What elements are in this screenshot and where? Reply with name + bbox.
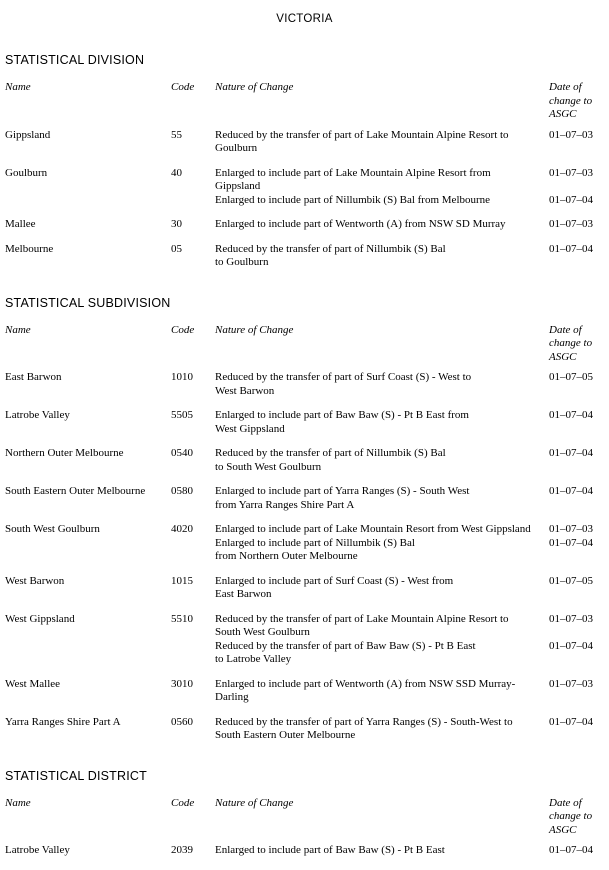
- row-code: 5505: [171, 409, 193, 421]
- table-row: [5, 716, 609, 743]
- change-text: [215, 194, 549, 208]
- column-header-code: Code: [171, 796, 195, 809]
- column-header-code: Code: [171, 81, 195, 93]
- row-changes: [215, 409, 609, 436]
- column-header-code: Code: [171, 323, 195, 336]
- row-code: 1015: [171, 574, 193, 587]
- change-text-line: Reduced by the transfer of part of Lake Mountain Alpine Resort to: [215, 128, 509, 141]
- change-text: [215, 613, 549, 640]
- table-row: [5, 129, 609, 156]
- change-date: 01–07–04: [549, 409, 593, 421]
- table-row: [5, 844, 609, 858]
- change-date: 01–07–05: [549, 574, 593, 587]
- change-text: [215, 716, 549, 743]
- change-entry: [215, 575, 609, 602]
- row-code: 3010: [171, 677, 193, 690]
- row-changes: [215, 844, 609, 858]
- change-entry: [215, 485, 609, 512]
- change-entry: [215, 678, 609, 705]
- section-heading: STATISTICAL DISTRICT: [5, 768, 147, 783]
- row-code: 55: [171, 128, 182, 141]
- change-text-line: South West Goulburn: [215, 626, 310, 638]
- row-code: 40: [171, 166, 182, 179]
- row-changes: [215, 129, 609, 156]
- row-name: West Mallee: [5, 677, 61, 690]
- change-text-line: Darling: [215, 691, 249, 703]
- change-text: [215, 485, 549, 512]
- section-heading: STATISTICAL DIVISION: [5, 53, 145, 67]
- column-header-name: Name: [5, 323, 31, 336]
- change-text: [215, 129, 549, 156]
- row-changes: [215, 371, 609, 398]
- change-text-line: Reduced by the transfer of part of Surf Coast (S) - West to: [215, 371, 472, 383]
- row-name: West Barwon: [5, 574, 65, 587]
- row-code: 05: [171, 242, 182, 255]
- change-date: 01–07–04: [549, 536, 593, 549]
- change-entry: [215, 371, 609, 398]
- change-text-line: Goulburn: [215, 142, 258, 154]
- change-entry: [215, 640, 609, 667]
- change-text-line: to Latrobe Valley: [215, 653, 292, 665]
- row-name: West Gippsland: [5, 612, 75, 625]
- change-text-line: Enlarged to include part of Surf Coast (S) - West from: [215, 574, 454, 587]
- change-date: 01–07–04: [549, 485, 593, 497]
- change-text-line: to South West Goulburn: [215, 460, 322, 473]
- change-text-line: Enlarged to include part of Nillumbik (S) Bal from Melbourne: [215, 193, 491, 206]
- change-entry: [215, 523, 609, 537]
- row-changes: [215, 575, 609, 602]
- table-row: [5, 575, 609, 602]
- header-nature-date-row: [215, 81, 609, 122]
- change-entry: [215, 129, 609, 156]
- header-nature-date-wrap: [215, 324, 609, 365]
- change-text: [215, 243, 549, 270]
- column-header-date-line: ASGC: [549, 350, 577, 363]
- change-text-line: Enlarged to include part of Lake Mountain Alpine Resort from: [215, 166, 491, 179]
- table-row: [5, 218, 609, 232]
- row-name: Goulburn: [5, 166, 48, 179]
- page-title: VICTORIA: [276, 13, 333, 25]
- change-entry: [215, 409, 609, 436]
- change-text-line: West Barwon: [215, 384, 275, 397]
- change-text: [215, 640, 549, 667]
- column-header-date: [549, 81, 609, 122]
- table-row: [5, 613, 609, 667]
- change-text: [215, 371, 549, 398]
- change-text-line: Reduced by the transfer of part of Nillumbik (S) Bal: [215, 242, 446, 255]
- section-heading: STATISTICAL SUBDIVISION: [5, 295, 171, 310]
- change-text-line: Gippsland: [215, 180, 261, 192]
- change-entry: [215, 844, 609, 858]
- header-nature-date-wrap: [215, 81, 609, 122]
- change-date: 01–07–04: [549, 639, 593, 652]
- change-text: [215, 409, 549, 436]
- change-date: 01–07–03: [549, 166, 593, 179]
- change-date: 01–07–04: [549, 193, 593, 206]
- change-text: [215, 575, 549, 602]
- row-name: South Eastern Outer Melbourne: [5, 485, 146, 497]
- column-header-date: [549, 797, 609, 838]
- header-nature-date-row: [215, 324, 609, 365]
- change-text: [215, 218, 549, 232]
- column-header-name: Name: [5, 81, 31, 93]
- change-text-line: Enlarged to include part of Wentworth (A) from NSW SD Murray: [215, 218, 506, 230]
- change-text-line: Reduced by the transfer of part of Yarra Ranges (S) - South-West to: [215, 715, 513, 728]
- change-date: 01–07–04: [549, 242, 593, 255]
- change-entry: [215, 243, 609, 270]
- table-row: [5, 243, 609, 270]
- column-header-name: Name: [5, 796, 31, 809]
- row-name: East Barwon: [5, 371, 62, 383]
- change-text-line: West Gippsland: [215, 422, 285, 435]
- column-header-date-line: Date of: [549, 81, 582, 93]
- row-name: Latrobe Valley: [5, 409, 70, 421]
- change-text-line: South Eastern Outer Melbourne: [215, 729, 356, 741]
- table-row: [5, 678, 609, 705]
- row-name: Melbourne: [5, 242, 54, 255]
- row-changes: [215, 523, 609, 564]
- table-row: [5, 409, 609, 436]
- row-code: 4020: [171, 523, 193, 535]
- change-text-line: Reduced by the transfer of part of Lake Mountain Alpine Resort to: [215, 612, 509, 625]
- change-entry: [215, 194, 609, 208]
- change-text-line: from Northern Outer Melbourne: [215, 550, 358, 562]
- column-header-date-line: change to: [549, 94, 593, 107]
- row-name: Mallee: [5, 218, 36, 230]
- change-date: 01–07–03: [549, 218, 593, 230]
- row-name: Gippsland: [5, 128, 51, 141]
- change-text-line: Enlarged to include part of Lake Mountain Resort from West Gippsland: [215, 523, 531, 535]
- change-date: 01–07–04: [549, 447, 593, 459]
- sections-container: [0, 53, 609, 858]
- table-header-row: [5, 797, 609, 838]
- row-code: 30: [171, 218, 182, 230]
- column-header-nature: Nature of Change: [215, 81, 294, 93]
- row-changes: [215, 218, 609, 232]
- row-code: 0580: [171, 485, 193, 497]
- change-entry: [215, 447, 609, 474]
- change-text: [215, 167, 549, 194]
- change-text: [215, 537, 549, 564]
- change-entry: [215, 218, 609, 232]
- change-text-line: Enlarged to include part of Nillumbik (S) Bal: [215, 536, 415, 549]
- change-text-line: from Yarra Ranges Shire Part A: [215, 498, 355, 511]
- row-code: 0540: [171, 447, 193, 459]
- change-date: 01–07–04: [549, 715, 593, 728]
- header-nature-date-wrap: [215, 797, 609, 838]
- table-row: [5, 523, 609, 564]
- change-text-line: to Goulburn: [215, 256, 269, 268]
- change-date: 01–07–03: [549, 128, 593, 141]
- change-text-line: Enlarged to include part of Baw Baw (S) - Pt B East from: [215, 409, 469, 421]
- change-text-line: Enlarged to include part of Yarra Ranges (S) - South West: [215, 485, 470, 497]
- change-text: [215, 447, 549, 474]
- header-nature-date-row: [215, 797, 609, 838]
- table-header-row: [5, 324, 609, 365]
- change-date: 01–07–03: [549, 523, 593, 535]
- row-code: 0560: [171, 715, 193, 728]
- change-date: 01–07–05: [549, 371, 593, 383]
- row-changes: [215, 447, 609, 474]
- change-entry: [215, 716, 609, 743]
- table-row: [5, 485, 609, 512]
- change-text: [215, 523, 549, 537]
- change-text-line: Reduced by the transfer of part of Nillumbik (S) Bal: [215, 447, 446, 459]
- table-row: [5, 371, 609, 398]
- row-name: Northern Outer Melbourne: [5, 447, 124, 459]
- row-code: 2039: [171, 844, 193, 856]
- change-date: 01–07–03: [549, 612, 593, 625]
- row-name: Latrobe Valley: [5, 844, 70, 856]
- row-code: 5510: [171, 612, 193, 625]
- change-entry: [215, 613, 609, 640]
- row-changes: [215, 243, 609, 270]
- row-changes: [215, 716, 609, 743]
- change-entry: [215, 537, 609, 564]
- change-text-line: Enlarged to include part of Wentworth (A) from NSW SSD Murray-: [215, 677, 516, 690]
- column-header-date-line: change to: [549, 337, 593, 349]
- table-row: [5, 447, 609, 474]
- column-header-date-line: change to: [549, 810, 593, 822]
- row-changes: [215, 613, 609, 667]
- change-entry: [215, 167, 609, 194]
- column-header-date-line: Date of: [549, 796, 582, 809]
- change-text: [215, 678, 549, 705]
- row-code: 1010: [171, 371, 193, 383]
- row-changes: [215, 678, 609, 705]
- column-header-nature: Nature of Change: [215, 323, 294, 336]
- column-header-date: [549, 324, 609, 365]
- change-date: 01–07–04: [549, 844, 593, 856]
- row-name: South West Goulburn: [5, 523, 100, 535]
- change-text: [215, 844, 549, 858]
- change-text-line: East Barwon: [215, 588, 272, 600]
- row-changes: [215, 167, 609, 208]
- change-text-line: Reduced by the transfer of part of Baw Baw (S) - Pt B East: [215, 639, 476, 652]
- row-changes: [215, 485, 609, 512]
- table-row: [5, 167, 609, 208]
- column-header-nature: Nature of Change: [215, 796, 294, 809]
- column-header-date-line: Date of: [549, 323, 582, 336]
- column-header-date-line: ASGC: [549, 823, 577, 836]
- change-text-line: Enlarged to include part of Baw Baw (S) - Pt B East: [215, 844, 445, 856]
- table-header-row: [5, 81, 609, 122]
- row-name: Yarra Ranges Shire Part A: [5, 715, 121, 728]
- change-date: 01–07–03: [549, 677, 593, 690]
- column-header-date-line: ASGC: [549, 108, 577, 120]
